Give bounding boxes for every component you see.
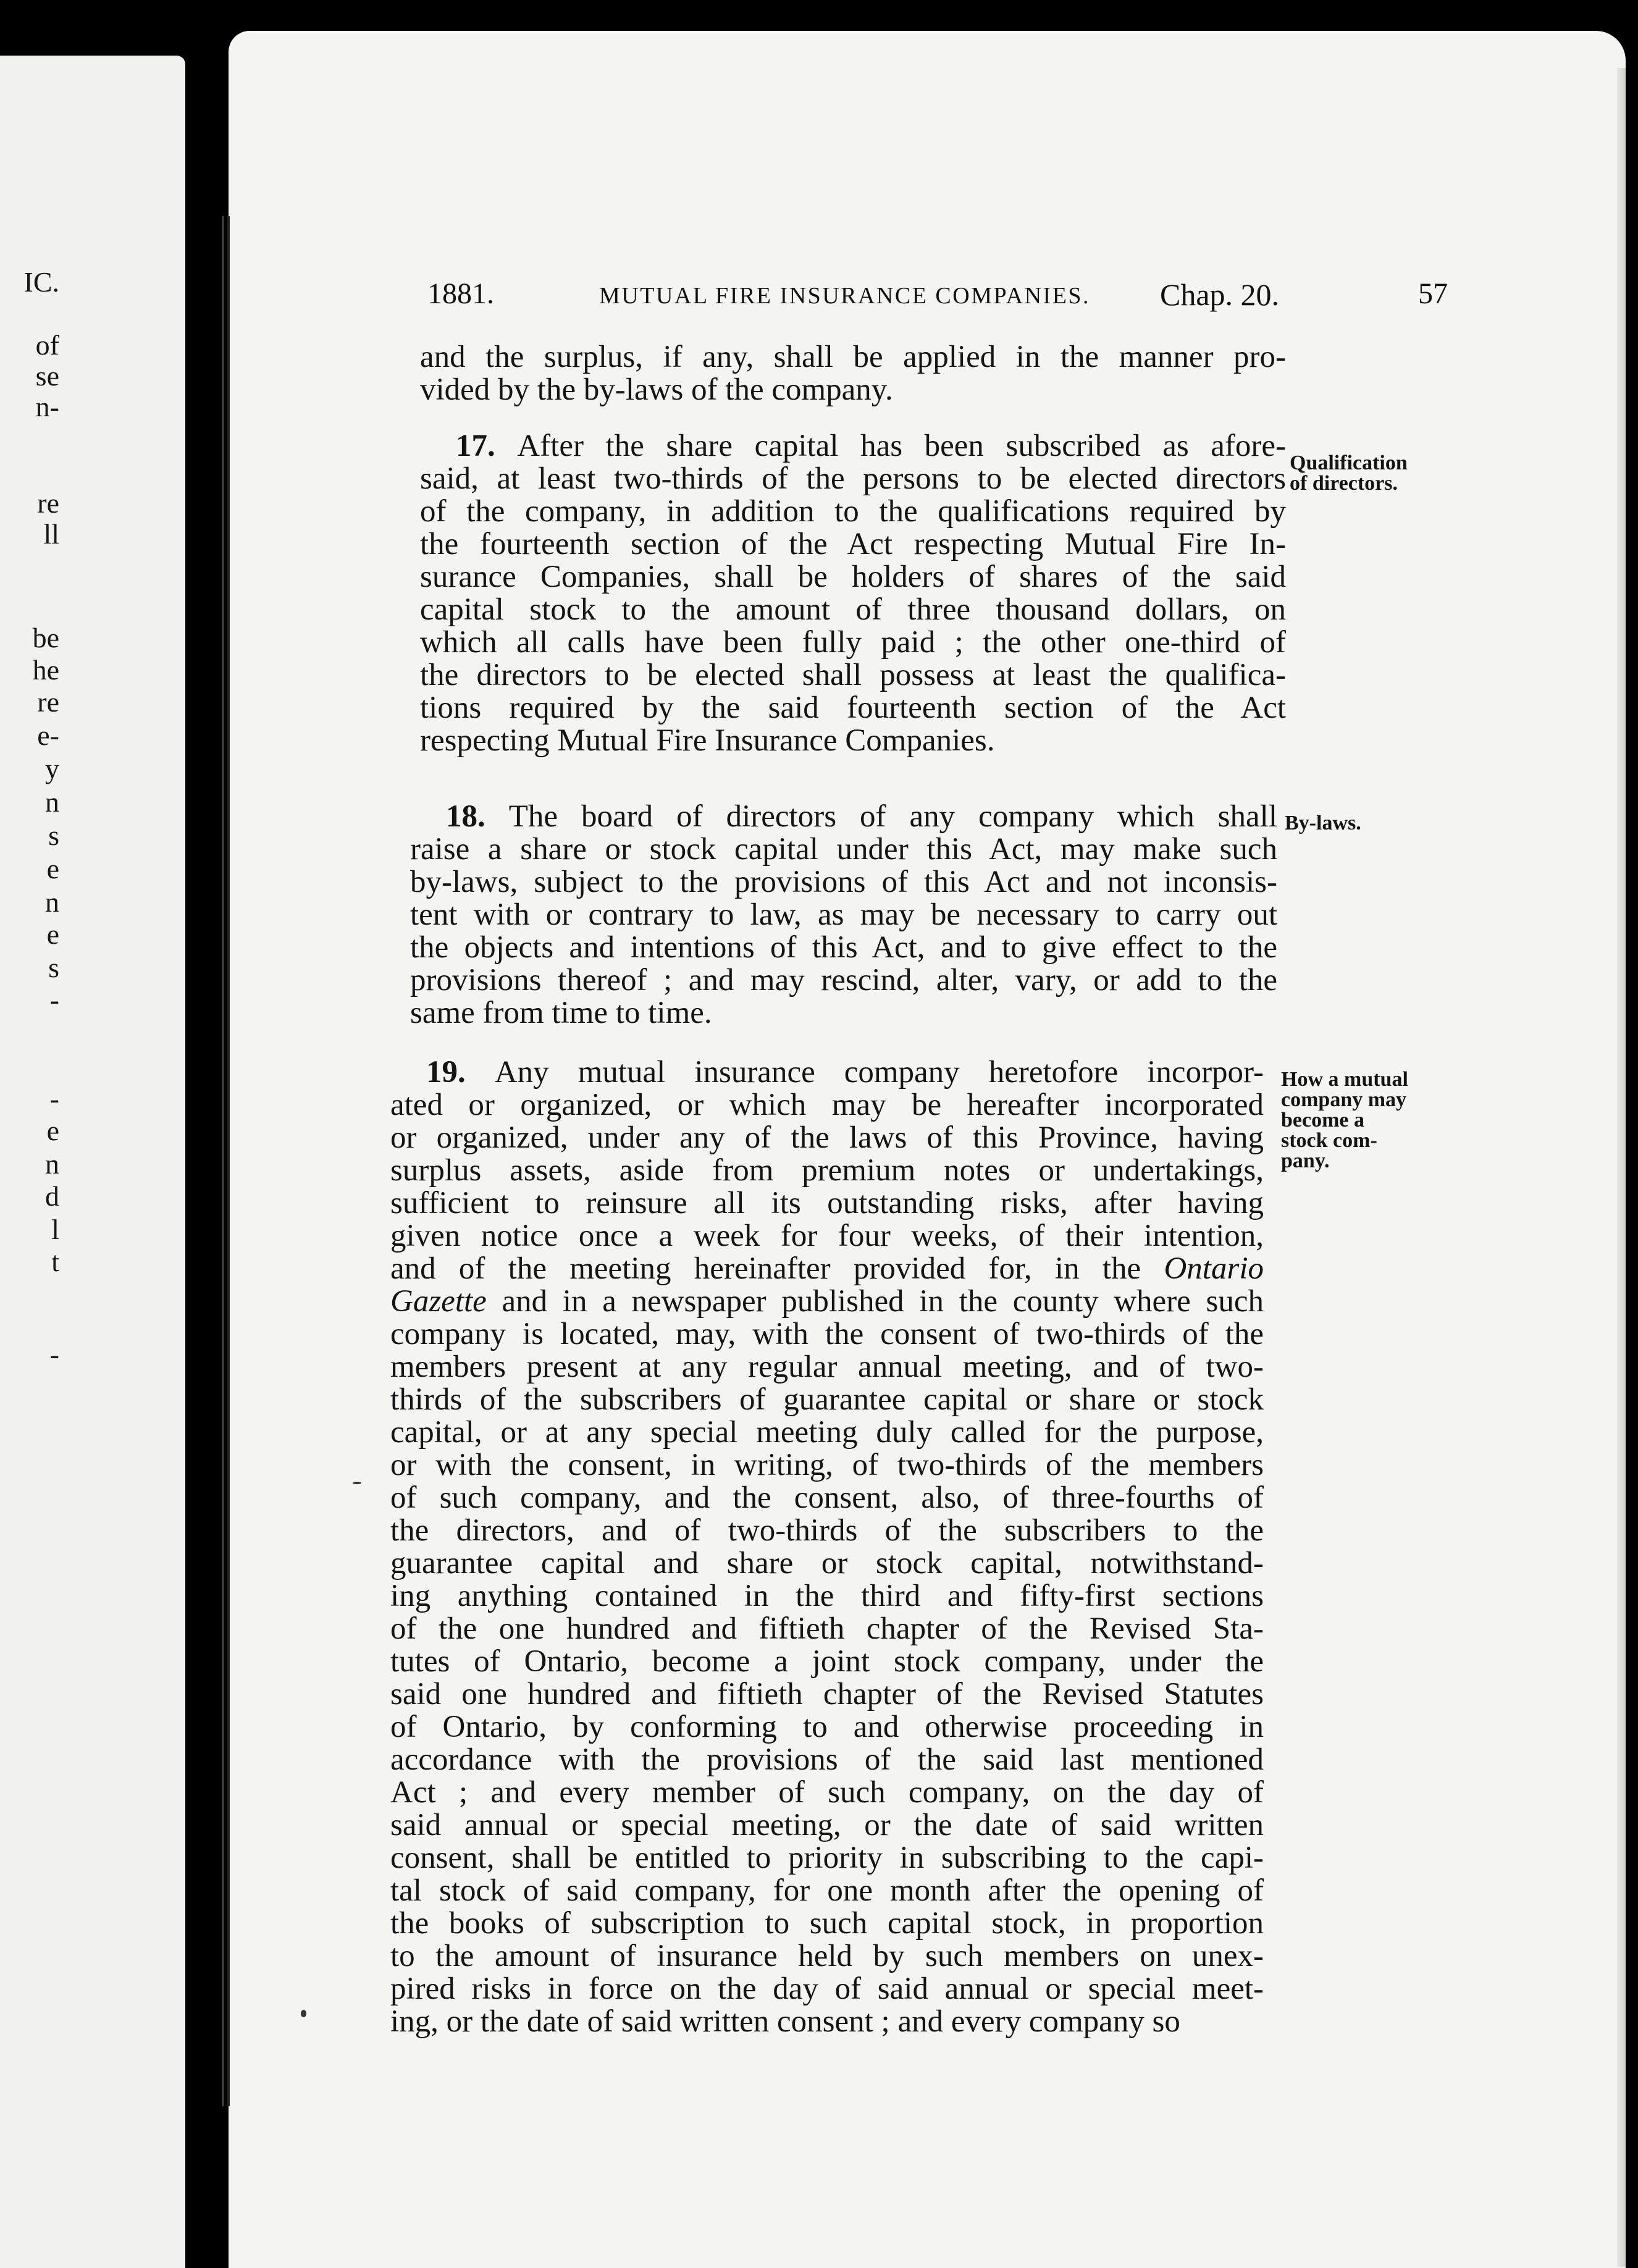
previous-page-fragment: - — [49, 984, 59, 1015]
page-number: 57 — [1418, 277, 1448, 310]
text-line: ated or organized, or which may be hereafter incorporated — [390, 1088, 1264, 1122]
text-line: or organized, under any of the laws of this Province, having — [390, 1120, 1264, 1155]
margin-note-line: pany. — [1281, 1149, 1330, 1172]
ink-speck — [301, 2010, 306, 2017]
section-18 — [410, 800, 1277, 1030]
previous-page-fragment: re — [37, 686, 59, 718]
section-number: 19. — [426, 1055, 495, 1090]
page-edge — [1617, 68, 1626, 2267]
text-line: 18. The board of directors of any company which shall — [446, 799, 1278, 834]
text-line: thirds of the subscribers of guarantee capital or share or stock — [390, 1382, 1264, 1417]
text-line: tal stock of said company, for one month after the opening of — [390, 1873, 1264, 1908]
margin-note-line: stock com- — [1281, 1129, 1377, 1152]
section-19 — [390, 1056, 1264, 2038]
previous-page-fragment: ll — [43, 518, 59, 550]
text-line: the fourteenth section of the Act respecting Mutual Fire In- — [420, 527, 1286, 561]
text-line: guarantee capital and share or stock capital, notwithstand- — [390, 1546, 1264, 1581]
previous-page-fragment: d — [45, 1180, 59, 1212]
text-line: which all calls have been fully paid ; the other one-third of — [420, 625, 1286, 660]
text-line: tutes of Ontario, become a joint stock company, under the — [390, 1644, 1264, 1679]
margin-note-line: of directors. — [1290, 472, 1398, 495]
previous-page-fragment: - — [49, 1338, 59, 1370]
text-line: tent with or contrary to law, as may be necessary to carry out — [410, 897, 1277, 932]
text-line: capital, or at any special meeting duly called for the purpose, — [390, 1415, 1264, 1450]
previous-page-fragment: l — [51, 1214, 59, 1245]
previous-page-fragment: e — [46, 918, 59, 950]
text-line: members present at any regular annual meeting, and of two- — [390, 1350, 1264, 1384]
previous-page-fragment: e — [46, 853, 59, 884]
text-line: and the surplus, if any, shall be applied in the manner pro- — [420, 340, 1286, 374]
header-title: MUTUAL FIRE INSURANCE COMPANIES. — [599, 283, 1091, 309]
text-line: of the company, in addition to the qualifications required by — [420, 494, 1286, 529]
text-line: Gazette and in a newspaper published in the county where such — [390, 1284, 1264, 1319]
text-line: surance Companies, shall be holders of shares of the said — [420, 560, 1286, 594]
previous-page-fragment: n — [45, 1148, 59, 1180]
text-line: accordance with the provisions of the said last mentioned — [390, 1742, 1264, 1777]
ink-speck — [353, 1482, 361, 1484]
previous-page-fragment: be — [32, 622, 59, 653]
text-line: 17. After the share capital has been subscribed as afore- — [456, 429, 1287, 463]
section-number: 18. — [446, 799, 509, 834]
paragraph-continuation — [420, 341, 1286, 406]
text-line: of such company, and the consent, also, of three-fourths of — [390, 1480, 1264, 1515]
previous-page-fragment: y — [45, 753, 59, 784]
text-line: ing, or the date of said written consent ; and every company so — [390, 2004, 1180, 2039]
text-line: said one hundred and fiftieth chapter of the Revised Statutes — [390, 1677, 1264, 1712]
margin-note-line: How a mutual — [1281, 1068, 1408, 1091]
previous-page-fragment: he — [32, 654, 59, 686]
text-line: of Ontario, by conforming to and otherwise proceeding in — [390, 1710, 1264, 1744]
text-line: provisions thereof ; and may rescind, alter, vary, or add to the — [410, 963, 1277, 998]
text-line: of the one hundred and fiftieth chapter of the Revised Sta- — [390, 1611, 1264, 1646]
text-line: by-laws, subject to the provisions of this Act and not inconsis- — [410, 865, 1277, 899]
text-line: the objects and intentions of this Act, and to give effect to the — [410, 930, 1277, 965]
text-line: the directors, and of two-thirds of the subscribers to the — [390, 1513, 1264, 1548]
text-line: to the amount of insurance held by such members on unex- — [390, 1939, 1264, 1973]
previous-page-fragment: n — [45, 786, 59, 818]
binding-stitch — [221, 216, 236, 2106]
previous-page-fragment: IC. — [23, 266, 59, 298]
previous-page-fragment: n — [45, 886, 59, 918]
margin-note-line: company may — [1281, 1088, 1407, 1111]
previous-page-fragment: s — [48, 820, 59, 851]
text-line: ing anything contained in the third and fifty-first sections — [390, 1579, 1264, 1613]
header-year: 1881. — [427, 277, 494, 310]
text-line: surplus assets, aside from premium notes or undertakings, — [390, 1153, 1264, 1188]
margin-note-line: Qualification — [1290, 452, 1408, 474]
text-line: given notice once a week for four weeks, of their intention, — [390, 1219, 1264, 1253]
margin-note-qualification-of-directors — [1290, 453, 1408, 494]
text-line: Act ; and every member of such company, on the day of — [390, 1775, 1264, 1810]
text-line: same from time to time. — [410, 996, 712, 1030]
text-line: vided by the by-laws of the company. — [420, 372, 893, 407]
text-line: respecting Mutual Fire Insurance Companies. — [420, 723, 995, 758]
margin-note-line: become a — [1281, 1109, 1365, 1132]
text-line: said annual or special meeting, or the date of said written — [390, 1808, 1264, 1842]
text-line: the directors to be elected shall possess at least the qualifica- — [420, 658, 1286, 692]
section-number: 17. — [456, 429, 518, 463]
text-line: or with the consent, in writing, of two-thirds of the members — [390, 1448, 1264, 1482]
text-line: raise a share or stock capital under this Act, may make such — [410, 832, 1277, 867]
text-line: consent, shall be entitled to priority in subscribing to the capi- — [390, 1841, 1264, 1875]
margin-note-by-laws — [1285, 813, 1361, 833]
text-line: said, at least two-thirds of the persons to be elected directors — [420, 461, 1286, 496]
header-chapter: Chap. 20. — [1160, 277, 1280, 312]
previous-page-fragment: se — [35, 360, 59, 392]
section-17 — [420, 430, 1286, 757]
previous-page-fragment: e — [46, 1115, 59, 1146]
text-line: sufficient to reinsure all its outstanding risks, after having — [390, 1186, 1264, 1220]
previous-page-fragment: re — [37, 487, 59, 519]
text-line: 19. Any mutual insurance company heretofore incorpor- — [426, 1055, 1264, 1090]
text-line: tions required by the said fourteenth section of the Act — [420, 691, 1286, 725]
text-line: and of the meeting hereinafter provided for, in the Ontario — [390, 1251, 1264, 1286]
text-line: the books of subscription to such capital stock, in proportion — [390, 1906, 1264, 1941]
margin-note-line: By-laws. — [1285, 812, 1361, 834]
text-line: company is located, may, with the consent of two-thirds of the — [390, 1317, 1264, 1351]
text-line: pired risks in force on the day of said annual or special meet- — [390, 1972, 1264, 2006]
text-line: capital stock to the amount of three thousand dollars, on — [420, 592, 1286, 627]
previous-page-fragment: of — [35, 329, 59, 361]
previous-page-fragment: s — [48, 952, 59, 983]
previous-page-fragment: n- — [35, 391, 59, 422]
margin-note-how-a-mutual-company — [1281, 1069, 1408, 1171]
previous-page-fragment: t — [51, 1246, 59, 1277]
previous-page-fragment: e- — [37, 720, 59, 751]
previous-page-fragment: - — [49, 1083, 59, 1114]
